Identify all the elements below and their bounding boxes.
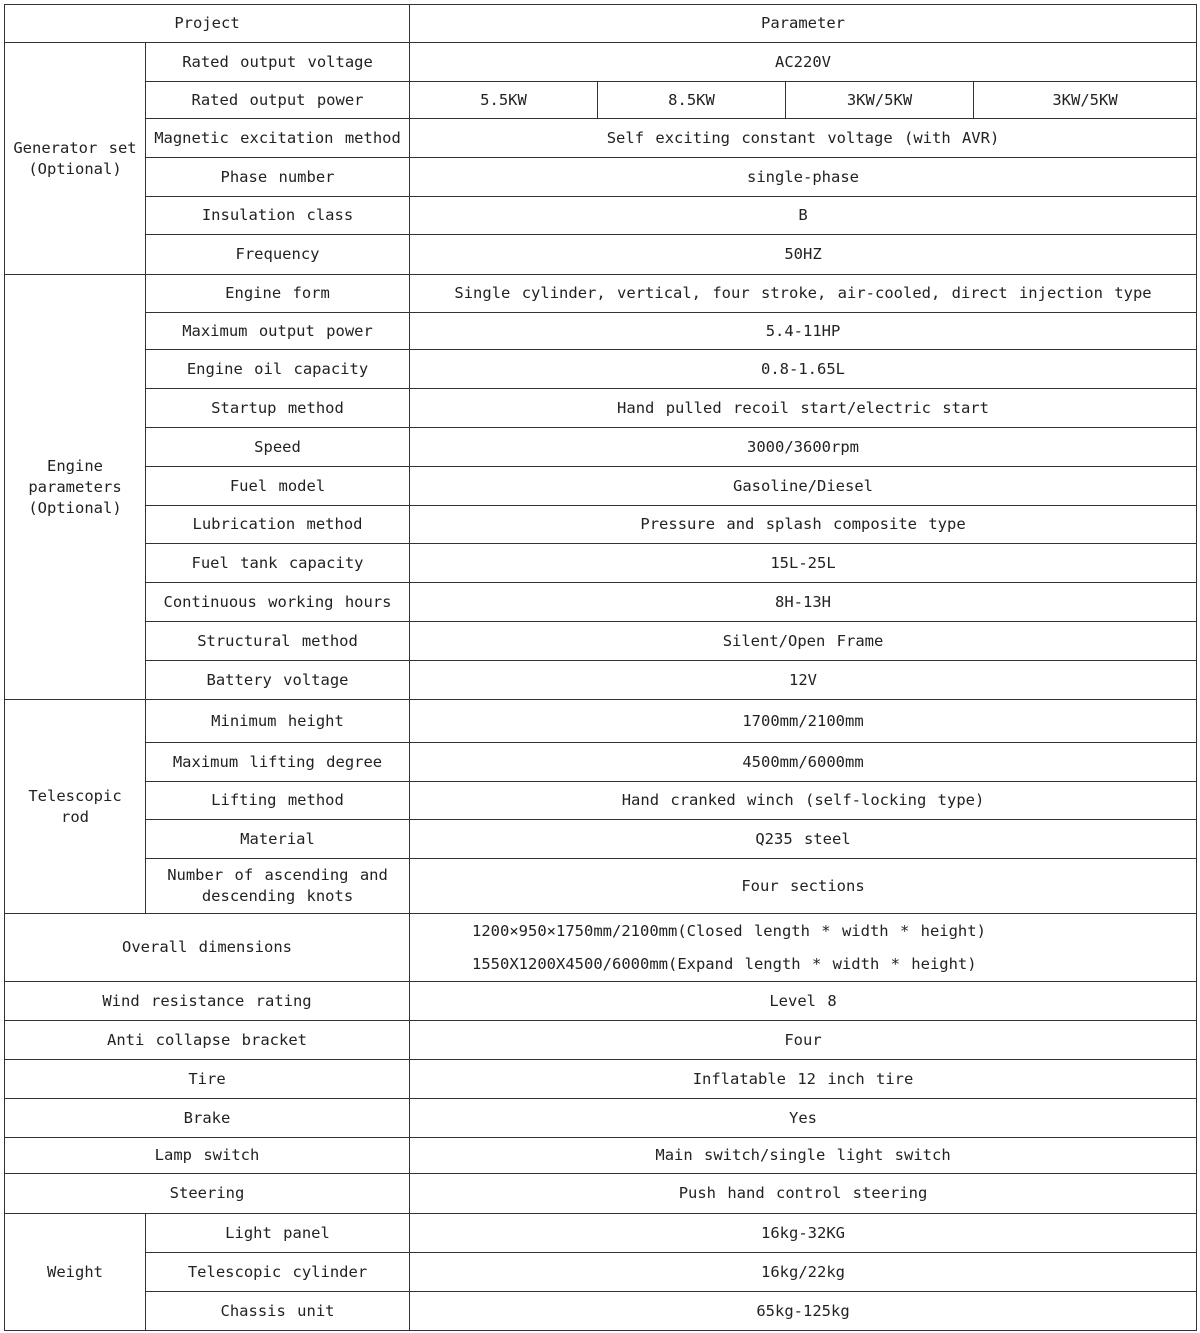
row-value: Q235 steel — [410, 820, 1197, 859]
row-label: Phase number — [146, 158, 410, 197]
row-label: Structural method — [146, 622, 410, 661]
table-row — [5, 544, 1197, 583]
table-row — [5, 1021, 1197, 1060]
row-value: 16kg-32KG — [410, 1214, 1197, 1253]
row-label: Light panel — [146, 1214, 410, 1253]
row-label: Startup method — [146, 389, 410, 428]
row-value: Four — [410, 1021, 1197, 1060]
row-label: Lifting method — [146, 782, 410, 820]
table-row — [5, 583, 1197, 622]
row-label: Material — [146, 820, 410, 859]
table-row — [5, 467, 1197, 506]
row-label: Telescopic cylinder — [146, 1253, 410, 1292]
row-label: Chassis unit — [146, 1292, 410, 1331]
table-row — [5, 622, 1197, 661]
row-label: Overall dimensions — [5, 914, 410, 982]
row-label: Speed — [146, 428, 410, 467]
table-row — [5, 782, 1197, 820]
row-label: Battery voltage — [146, 661, 410, 700]
row-label: Fuel tank capacity — [146, 544, 410, 583]
row-value: B — [410, 197, 1197, 235]
table-row — [5, 820, 1197, 859]
row-label: Maximum output power — [146, 313, 410, 350]
group-generator-set: Generator set (Optional) — [5, 43, 146, 275]
row-value: Gasoline/Diesel — [410, 467, 1197, 506]
row-value: 0.8-1.65L — [410, 350, 1197, 389]
overall-dimensions-line-2: 1550X1200X4500/6000mm(Expand length * width * height) — [472, 954, 977, 973]
row-label: Engine oil capacity — [146, 350, 410, 389]
row-value: 3000/3600rpm — [410, 428, 1197, 467]
group-telescopic-rod: Telescopic rod — [5, 700, 146, 914]
table-row — [5, 313, 1197, 350]
row-value: 16kg/22kg — [410, 1253, 1197, 1292]
row-value: Self exciting constant voltage (with AVR) — [410, 119, 1197, 158]
table-row — [5, 235, 1197, 275]
row-label: Insulation class — [146, 197, 410, 235]
power-value-1: 5.5KW — [410, 82, 598, 119]
row-label: Lamp switch — [5, 1138, 410, 1174]
row-label: Maximum lifting degree — [146, 743, 410, 782]
row-value: Four sections — [410, 859, 1197, 914]
row-value: AC220V — [410, 43, 1197, 82]
row-label: Tire — [5, 1060, 410, 1099]
row-value: Pressure and splash composite type — [410, 506, 1197, 544]
group-weight: Weight — [5, 1214, 146, 1331]
table-row — [5, 1292, 1197, 1331]
table-row — [5, 82, 1197, 119]
row-value: 5.4-11HP — [410, 313, 1197, 350]
power-value-3: 3KW/5KW — [786, 82, 974, 119]
row-value: 1700mm/2100mm — [410, 700, 1197, 743]
row-value: 15L-25L — [410, 544, 1197, 583]
table-row — [5, 1138, 1197, 1174]
table-row — [5, 661, 1197, 700]
row-value: Push hand control steering — [410, 1174, 1197, 1214]
row-value: Silent/Open Frame — [410, 622, 1197, 661]
table-row — [5, 1099, 1197, 1138]
group-engine-parameters: Engine parameters (Optional) — [5, 275, 146, 700]
row-label: Engine form — [146, 275, 410, 313]
table-row — [5, 275, 1197, 313]
header-parameter: Parameter — [410, 5, 1197, 43]
row-value: 4500mm/6000mm — [410, 743, 1197, 782]
row-label: Frequency — [146, 235, 410, 275]
table-row — [5, 197, 1197, 235]
row-label: Fuel model — [146, 467, 410, 506]
row-value: Inflatable 12 inch tire — [410, 1060, 1197, 1099]
table-row — [5, 350, 1197, 389]
row-label: Number of ascending and descending knots — [146, 859, 410, 914]
overall-dimensions-value — [410, 914, 1197, 982]
row-value: Yes — [410, 1099, 1197, 1138]
row-value: Single cylinder, vertical, four stroke, air-cooled, direct injection type — [410, 275, 1197, 313]
table-row — [5, 1253, 1197, 1292]
row-value: Level 8 — [410, 982, 1197, 1021]
header-row — [5, 5, 1197, 43]
row-label: Lubrication method — [146, 506, 410, 544]
row-value: Hand pulled recoil start/electric start — [410, 389, 1197, 428]
table-row — [5, 743, 1197, 782]
table-row — [5, 1174, 1197, 1214]
table-row — [5, 1214, 1197, 1253]
row-label: Rated output power — [146, 82, 410, 119]
row-label: Anti collapse bracket — [5, 1021, 410, 1060]
table-row — [5, 158, 1197, 197]
table-row — [5, 859, 1197, 914]
table-row — [5, 506, 1197, 544]
table-row — [5, 982, 1197, 1021]
table-row — [5, 700, 1197, 743]
row-label: Minimum height — [146, 700, 410, 743]
row-value: 12V — [410, 661, 1197, 700]
row-value: 8H-13H — [410, 583, 1197, 622]
row-label: Rated output voltage — [146, 43, 410, 82]
row-label: Continuous working hours — [146, 583, 410, 622]
spec-table — [4, 4, 1197, 1331]
row-label: Steering — [5, 1174, 410, 1214]
power-value-4: 3KW/5KW — [974, 82, 1197, 119]
table-row — [5, 1060, 1197, 1099]
table-row — [5, 43, 1197, 82]
row-value: 50HZ — [410, 235, 1197, 275]
row-value: Hand cranked winch (self-locking type) — [410, 782, 1197, 820]
row-label: Brake — [5, 1099, 410, 1138]
row-value: Main switch/single light switch — [410, 1138, 1197, 1174]
row-label: Magnetic excitation method — [146, 119, 410, 158]
power-value-2: 8.5KW — [598, 82, 786, 119]
overall-dimensions-line-1: 1200×950×1750mm/2100mm(Closed length * width * height) — [472, 921, 986, 940]
table-row — [5, 119, 1197, 158]
table-row — [5, 428, 1197, 467]
table-row — [5, 389, 1197, 428]
header-project: Project — [5, 5, 410, 43]
row-value: single-phase — [410, 158, 1197, 197]
row-value: 65kg-125kg — [410, 1292, 1197, 1331]
table-row — [5, 914, 1197, 982]
row-label: Wind resistance rating — [5, 982, 410, 1021]
